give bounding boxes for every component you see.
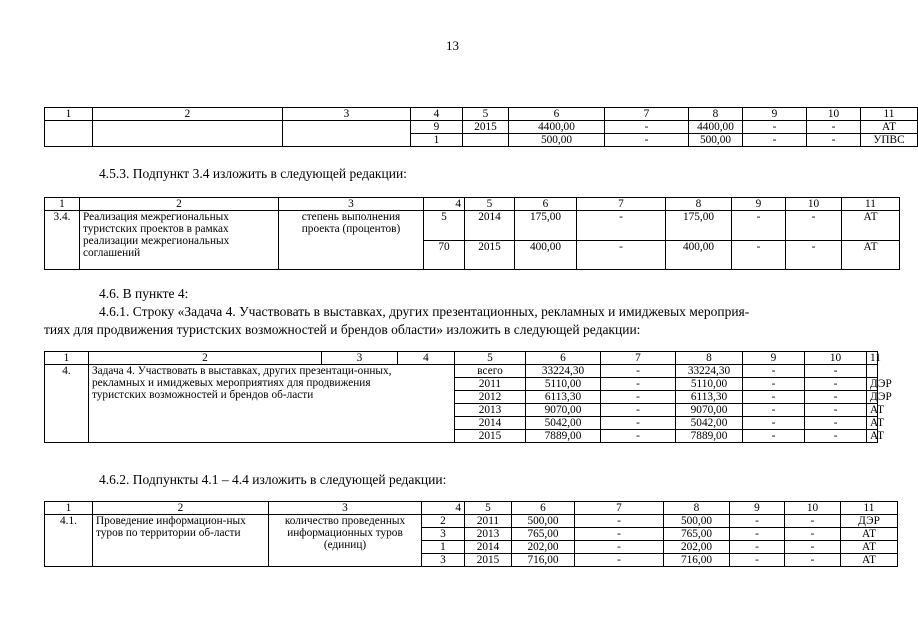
header-cell: 4 <box>424 198 465 211</box>
cell-executor: АТ <box>841 554 898 567</box>
header-cell: 10 <box>785 502 841 515</box>
header-cell: 3 <box>279 198 424 211</box>
header-cell: 9 <box>743 108 807 121</box>
cell-executor: АТ <box>842 240 900 270</box>
cell-value: 1 <box>411 134 463 147</box>
cell-amount: 9070,00 <box>526 404 601 417</box>
cell-amount: 765,00 <box>664 528 730 541</box>
cell-year: 2014 <box>465 211 515 241</box>
cell-year: 2014 <box>465 541 512 554</box>
cell-dash: - <box>730 528 785 541</box>
cell-item-name: Реализация межрегиональных туристских проектов в рамках реализации межрегиональных соглашений <box>80 211 279 270</box>
cell-amount: 6113,30 <box>526 391 601 404</box>
cell-dash: - <box>575 528 664 541</box>
cell-dash: - <box>575 515 664 528</box>
cell-dash: - <box>601 365 676 378</box>
header-cell: 10 <box>807 108 861 121</box>
header-cell: 9 <box>730 502 785 515</box>
cell-year: 2011 <box>455 378 526 391</box>
cell-dash: - <box>785 541 841 554</box>
header-cell: 4 <box>398 352 455 365</box>
header-cell: 1 <box>45 502 93 515</box>
cell-dash: - <box>743 430 805 443</box>
cell-amount: 4400,00 <box>509 121 605 134</box>
cell-task-number: 4. <box>45 365 89 443</box>
cell-executor: АТ <box>867 430 878 443</box>
cell-dash: - <box>605 134 689 147</box>
cell-amount: 5042,00 <box>676 417 743 430</box>
header-cell: 10 <box>805 352 867 365</box>
paragraph-4-6: 4.6. В пункте 4: <box>99 286 189 301</box>
header-cell: 1 <box>45 108 93 121</box>
cell-amount: 400,00 <box>515 240 577 270</box>
cell-dash: - <box>785 528 841 541</box>
cell-empty <box>45 121 93 147</box>
cell-dash: - <box>785 554 841 567</box>
cell-amount: 202,00 <box>664 541 730 554</box>
header-cell: 6 <box>512 502 575 515</box>
cell-year: 2011 <box>465 515 512 528</box>
cell-year: всего <box>455 365 526 378</box>
table-row <box>45 121 918 134</box>
cell-executor: АТ <box>841 541 898 554</box>
cell-dash: - <box>577 211 666 241</box>
header-cell: 9 <box>732 198 786 211</box>
cell-dash: - <box>743 404 805 417</box>
header-cell: 1 <box>45 352 89 365</box>
cell-dash: - <box>601 430 676 443</box>
table-header-row <box>45 502 898 515</box>
cell-executor: ДЭР <box>841 515 898 528</box>
cell-amount: 5110,00 <box>676 378 743 391</box>
cell-dash: - <box>732 240 786 270</box>
page-number: 13 <box>446 38 459 53</box>
header-cell: 5 <box>455 352 526 365</box>
cell-amount: 765,00 <box>512 528 575 541</box>
header-cell: 11 <box>867 352 878 365</box>
header-cell: 11 <box>861 108 918 121</box>
header-cell: 2 <box>93 502 269 515</box>
header-cell: 2 <box>93 108 283 121</box>
cell-amount: 7889,00 <box>526 430 601 443</box>
cell-year: 2012 <box>455 391 526 404</box>
cell-value: 1 <box>422 541 465 554</box>
cell-executor: АТ <box>867 417 878 430</box>
header-cell: 3 <box>269 502 422 515</box>
table-row <box>45 365 878 378</box>
table-row <box>45 211 900 241</box>
cell-year: 2013 <box>465 528 512 541</box>
header-cell: 2 <box>89 352 322 365</box>
header-cell: 6 <box>526 352 601 365</box>
cell-indicator: количество проведенных информационных туров (единиц) <box>269 515 422 567</box>
cell-dash: - <box>743 378 805 391</box>
cell-dash: - <box>786 240 842 270</box>
cell-task-text: Задача 4. Участвовать в выставках, других презентаци-онных, рекламных и имиджевых мероприятиях для продвижения туристских возможностей и брендов об-ласти <box>89 365 455 443</box>
cell-year: 2015 <box>465 240 515 270</box>
paragraph-4-6-1-line2: тиях для продвижения туристских возможностей и брендов области» изложить в следующей редакции: <box>44 322 641 337</box>
cell-dash: - <box>743 391 805 404</box>
cell-amount: 202,00 <box>512 541 575 554</box>
header-cell: 3 <box>322 352 398 365</box>
header-cell: 11 <box>841 502 898 515</box>
cell-executor: АТ <box>842 211 900 241</box>
cell-item-name: Проведение информацион-ных туров по территории об-ласти <box>93 515 269 567</box>
cell-dash: - <box>605 121 689 134</box>
cell-year: 2014 <box>455 417 526 430</box>
table-continuation <box>44 107 918 147</box>
cell-year <box>463 134 509 147</box>
cell-executor: АТ <box>867 404 878 417</box>
cell-dash: - <box>730 554 785 567</box>
paragraph-4-6-1-line1: 4.6.1. Строку «Задача 4. Участвовать в выставках, других презентационных, рекламных и имиджевых мероприя- <box>99 304 750 319</box>
table-task-4-body <box>44 364 892 443</box>
cell-amount: 33224,30 <box>676 365 743 378</box>
cell-value: 9 <box>411 121 463 134</box>
cell-amount: 175,00 <box>515 211 577 241</box>
cell-amount: 33224,30 <box>526 365 601 378</box>
header-cell: 5 <box>463 108 509 121</box>
cell-executor: АТ <box>861 121 918 134</box>
cell-dash: - <box>743 365 805 378</box>
cell-executor: АТ <box>841 528 898 541</box>
cell-executor <box>867 365 878 378</box>
cell-amount: 500,00 <box>509 134 605 147</box>
paragraph-4-6-2: 4.6.2. Подпункты 4.1 – 4.4 изложить в следующей редакции: <box>99 472 447 487</box>
header-cell: 7 <box>605 108 689 121</box>
cell-dash: - <box>730 541 785 554</box>
cell-dash: - <box>730 515 785 528</box>
paragraph-4-5-3: 4.5.3. Подпункт 3.4 изложить в следующей редакции: <box>99 166 407 181</box>
cell-empty <box>93 121 283 147</box>
cell-year: 2015 <box>463 121 509 134</box>
header-cell: 1 <box>45 198 80 211</box>
cell-amount: 716,00 <box>664 554 730 567</box>
cell-amount: 500,00 <box>689 134 743 147</box>
cell-dash: - <box>805 365 867 378</box>
cell-value: 3 <box>422 528 465 541</box>
cell-dash: - <box>575 554 664 567</box>
cell-dash: - <box>805 430 867 443</box>
cell-amount: 9070,00 <box>676 404 743 417</box>
cell-amount: 716,00 <box>512 554 575 567</box>
header-cell: 5 <box>465 502 512 515</box>
header-cell: 4 <box>411 108 463 121</box>
cell-item-number: 4.1. <box>45 515 93 567</box>
cell-dash: - <box>805 391 867 404</box>
cell-dash: - <box>601 378 676 391</box>
cell-amount: 400,00 <box>666 240 732 270</box>
table-header-row <box>45 198 900 211</box>
cell-indicator: степень выполнения проекта (процентов) <box>279 211 424 270</box>
header-cell: 8 <box>664 502 730 515</box>
header-cell: 4 <box>422 502 465 515</box>
header-cell: 8 <box>689 108 743 121</box>
header-cell: 7 <box>601 352 676 365</box>
cell-executor: ДЭР <box>867 391 878 404</box>
table-task-4 <box>44 351 881 365</box>
header-cell: 7 <box>575 502 664 515</box>
header-cell: 8 <box>676 352 743 365</box>
header-cell: 6 <box>515 198 577 211</box>
header-cell: 6 <box>509 108 605 121</box>
cell-dash: - <box>786 211 842 241</box>
cell-dash: - <box>743 417 805 430</box>
cell-dash: - <box>743 121 807 134</box>
cell-dash: - <box>601 404 676 417</box>
table-row <box>45 515 898 528</box>
header-cell: 9 <box>743 352 805 365</box>
cell-dash: - <box>577 240 666 270</box>
cell-dash: - <box>601 391 676 404</box>
cell-value: 3 <box>422 554 465 567</box>
table-header-row <box>45 108 918 121</box>
cell-value: 70 <box>424 240 465 270</box>
cell-dash: - <box>601 417 676 430</box>
cell-dash: - <box>805 378 867 391</box>
cell-amount: 4400,00 <box>689 121 743 134</box>
cell-dash: - <box>785 515 841 528</box>
cell-value: 5 <box>424 211 465 241</box>
cell-dash: - <box>743 134 807 147</box>
cell-year: 2013 <box>455 404 526 417</box>
cell-year: 2015 <box>465 554 512 567</box>
header-cell: 10 <box>786 198 842 211</box>
table-subitem-3-4 <box>44 197 900 270</box>
header-cell: 3 <box>283 108 411 121</box>
cell-dash: - <box>807 121 861 134</box>
cell-executor: УПВС <box>861 134 918 147</box>
cell-amount: 175,00 <box>666 211 732 241</box>
cell-year: 2015 <box>455 430 526 443</box>
cell-empty <box>283 121 411 147</box>
header-cell: 2 <box>80 198 279 211</box>
table-header-row <box>45 352 878 365</box>
cell-dash: - <box>732 211 786 241</box>
cell-amount: 5110,00 <box>526 378 601 391</box>
cell-dash: - <box>805 404 867 417</box>
header-cell: 11 <box>842 198 900 211</box>
cell-item-number: 3.4. <box>45 211 80 270</box>
cell-amount: 500,00 <box>512 515 575 528</box>
cell-dash: - <box>807 134 861 147</box>
cell-executor: ДЭР <box>867 378 878 391</box>
cell-amount: 6113,30 <box>676 391 743 404</box>
cell-dash: - <box>575 541 664 554</box>
cell-value: 2 <box>422 515 465 528</box>
cell-amount: 500,00 <box>664 515 730 528</box>
header-cell: 8 <box>666 198 732 211</box>
table-subitems-4-1 <box>44 501 898 567</box>
header-cell: 7 <box>577 198 666 211</box>
cell-amount: 7889,00 <box>676 430 743 443</box>
cell-amount: 5042,00 <box>526 417 601 430</box>
cell-dash: - <box>805 417 867 430</box>
header-cell: 5 <box>465 198 515 211</box>
